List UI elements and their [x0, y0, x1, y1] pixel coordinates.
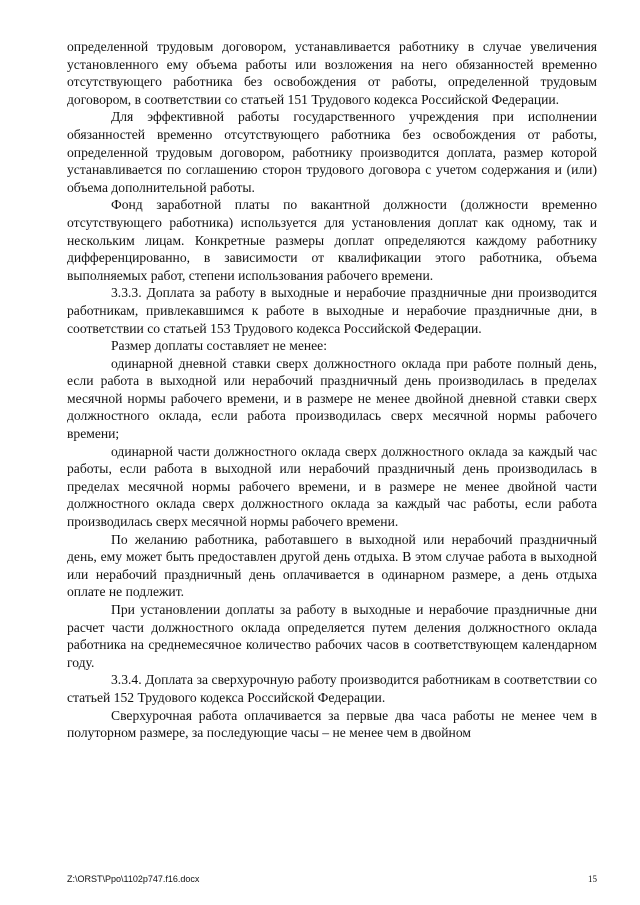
paragraph-10: 3.3.4. Доплата за сверхурочную работу производится работникам в соответствии со статьей 152 Трудового кодекса Российской Федерации. [67, 672, 597, 705]
paragraph-3: Фонд заработной платы по вакантной должности (должности временно отсутствующего работника) используется для установления доплат как одному, так и нескольким лицам. Конкретные размеры доплат определяются каждому работнику дифференцированно, в зависимости от квалификации этого работника, объема выполняемых работ, степени использования рабочего времени. [67, 197, 597, 283]
paragraph-4: 3.3.3. Доплата за работу в выходные и нерабочие праздничные дни производится работникам, привлекавшимся к работе в выходные и нерабочие праздничные дни, в соответствии со статьей 153 Трудового кодекса Российской Федерации. [67, 285, 597, 336]
paragraph-1: определенной трудовым договором, устанавливается работнику в случае увеличения установленного ему объема работы или возложения на него обязанностей временно отсутствующего работника без освобождения от работы, определенной трудовым договором, в соответствии со статьей 151 Трудового кодекса Российской Федерации. [67, 39, 597, 107]
paragraph-2: Для эффективной работы государственного учреждения при исполнении обязанностей временно отсутствующего работника без освобождения от работы, определенной трудовым договором, работнику производится доплата, размер которой устанавливается по соглашению сторон трудового договора с учетом содержания и (или) объема дополнительной работы. [67, 109, 597, 195]
paragraph-7: одинарной части должностного оклада сверх должностного оклада за каждый час работы, если работа в выходной или нерабочий праздничный день производилась в пределах месячной нормы рабочего времени, и в размере не менее двойной части должностного оклада сверх должностного оклада за каждый час работы, если работа производилась сверх месячной нормы рабочего времени. [67, 443, 597, 530]
footer-page-number: 15 [588, 874, 597, 884]
paragraph-11: Сверхурочная работа оплачивается за первые два часа работы не менее чем в полуторном размере, за последующие часы – не менее чем в двойном [67, 707, 597, 741]
page-footer [67, 872, 597, 886]
footer-file-path: Z:\ORST\Ppo\1102p747.f16.docx [67, 874, 200, 884]
paragraph-6: одинарной дневной ставки сверх должностного оклада при работе полный день, если работа в выходной или нерабочий праздничный день производилась в пределах месячной нормы рабочего времени, и в размере не менее двойной дневной ставки сверх должностного оклада, если работа производилась сверх месячной нормы рабочего времени; [67, 355, 597, 442]
paragraph-9: При установлении доплаты за работу в выходные и нерабочие праздничные дни расчет части должностного оклада определяется путем деления должностного оклада работника на среднемесячное количество рабочих часов в соответствующем календарном году. [67, 602, 597, 670]
paragraph-5: Размер доплаты составляет не менее: [111, 338, 327, 354]
paragraph-8: По желанию работника, работавшего в выходной или нерабочий праздничный день, ему может быть предоставлен другой день отдыха. В этом случае работа в выходной или нерабочий праздничный день оплачивается в одинарном размере, а день отдыха оплате не подлежит. [67, 531, 597, 600]
document-page [67, 38, 597, 742]
